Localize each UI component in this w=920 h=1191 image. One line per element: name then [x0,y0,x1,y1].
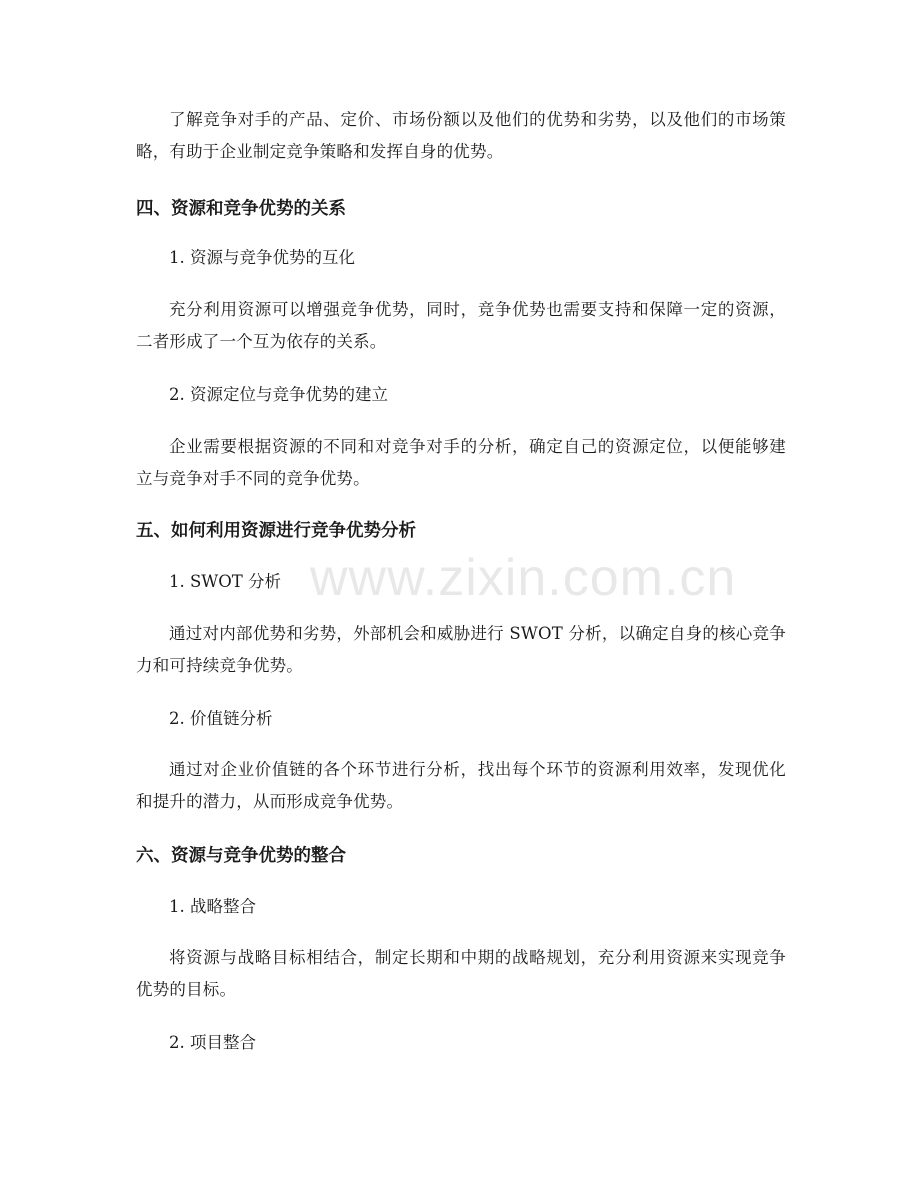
watermark: www.zixin.com.cn [310,549,737,607]
list-item-resource-advantage-conversion: 1. 资源与竞争优势的互化 [169,248,355,267]
section-heading-5: 五、如何利用资源进行竞争优势分析 [136,521,416,541]
paragraph-resource-positioning: 企业需要根据资源的不同和对竞争对手的分析，确定自己的资源定位，以便能够建立与竞争对手不同的竞争优势。 [136,437,786,488]
paragraph-intro: 了解竞争对手的产品、定价、市场份额以及他们的优势和劣势，以及他们的市场策略，有助于企业制定竞争策略和发挥自身的优势。 [136,110,786,161]
paragraph-swot: 通过对内部优势和劣势，外部机会和威胁进行 SWOT 分析，以确定自身的核心竞争力和可持续竞争优势。 [136,624,786,675]
section-heading-6: 六、资源与竞争优势的整合 [136,846,346,866]
paragraph-value-chain: 通过对企业价值链的各个环节进行分析，找出每个环节的资源利用效率，发现优化和提升的潜力，从而形成竞争优势。 [136,760,786,811]
list-item-resource-positioning: 2. 资源定位与竞争优势的建立 [169,385,388,404]
section-heading-4: 四、资源和竞争优势的关系 [136,199,346,219]
paragraph-strategy-integration: 将资源与战略目标相结合，制定长期和中期的战略规划，充分利用资源来实现竞争优势的目标。 [136,948,786,999]
list-item-strategy-integration: 1. 战略整合 [169,897,256,916]
paragraph-resource-advantage-conversion: 充分利用资源可以增强竞争优势，同时，竞争优势也需要支持和保障一定的资源，二者形成了一个互为依存的关系。 [136,300,786,351]
list-item-value-chain: 2. 价值链分析 [169,709,273,728]
list-item-project-integration: 2. 项目整合 [169,1033,256,1052]
list-item-swot: 1. SWOT 分析 [169,572,282,591]
